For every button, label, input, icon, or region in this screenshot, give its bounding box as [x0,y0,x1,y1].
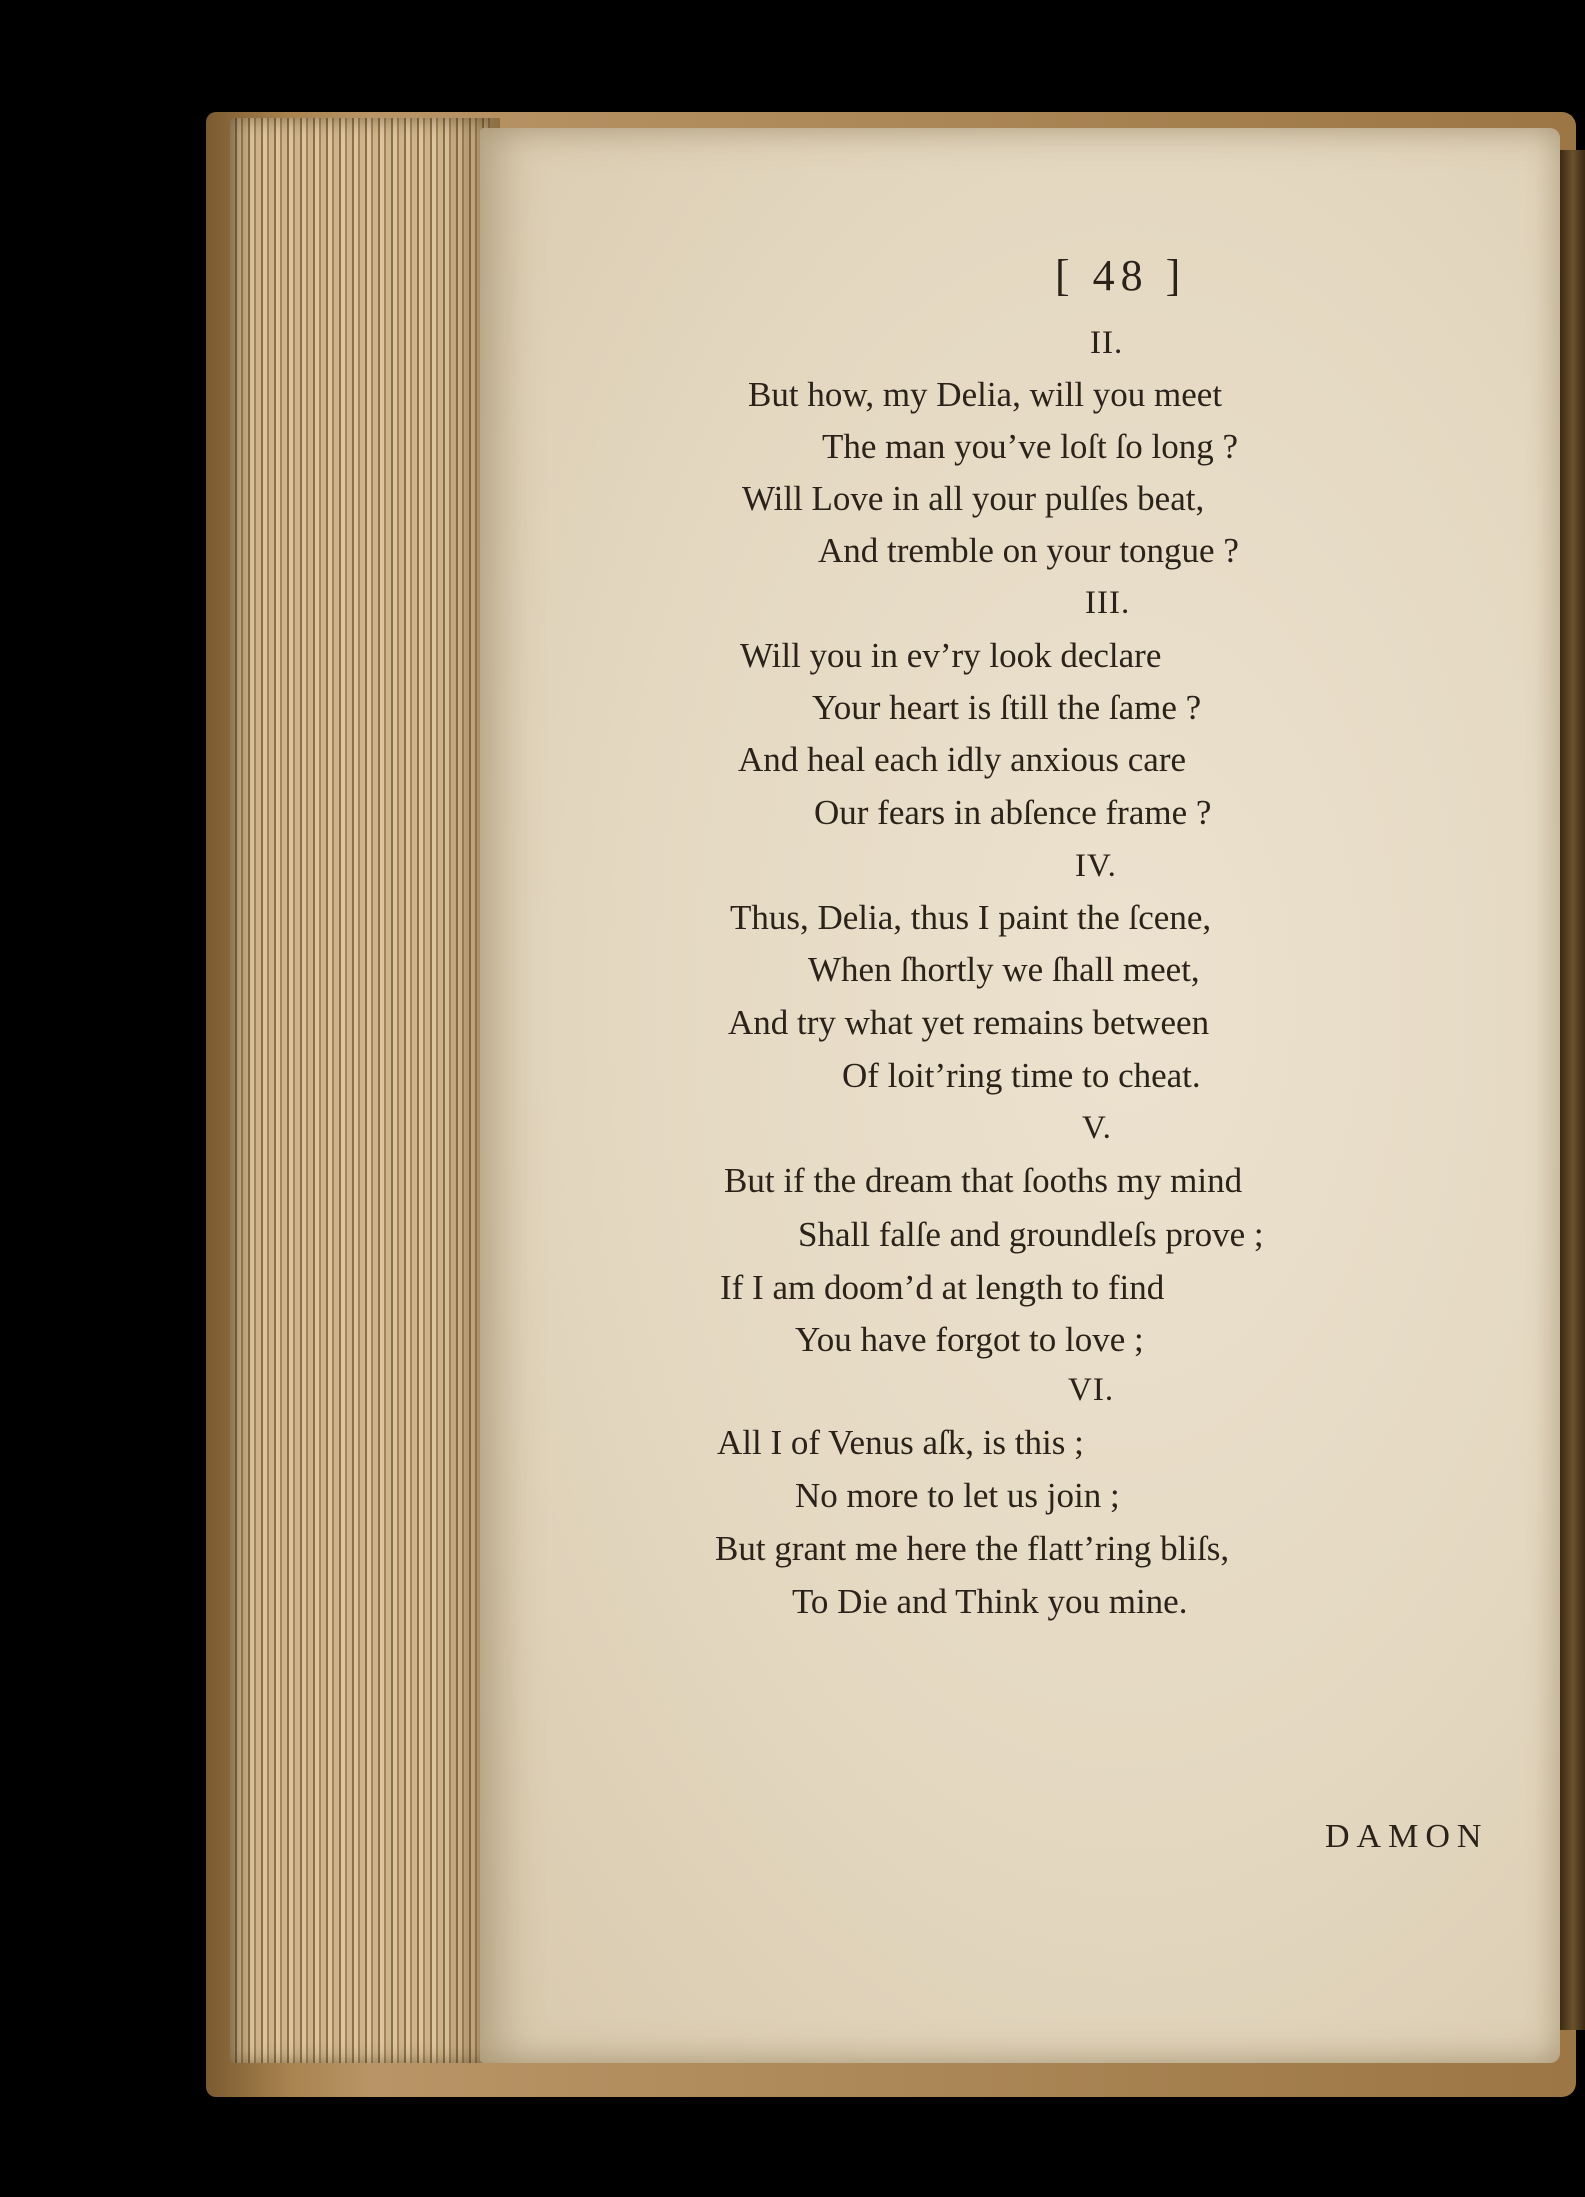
poem-line: You have forgot to love ; [795,1320,1144,1359]
poem-line: All I of Venus aſk, is this ; [717,1423,1084,1462]
poem-line: But grant me here the flatt’ring bliſs, [715,1529,1230,1568]
stanza-numeral: III. [1085,585,1131,621]
poem-line: Your heart is ſtill the ſame ? [812,688,1202,727]
page-header: [ 48 ] [1055,251,1187,300]
poem-line: But how, my Delia, will you meet [748,375,1223,414]
poem-line: And heal each idly anxious care [738,740,1187,779]
poem-line: The man you’ve loſt ſo long ? [822,427,1239,466]
poem-line: To Die and Think you mine. [792,1582,1188,1621]
poem-line: When ſhortly we ſhall meet, [808,950,1200,989]
poem-line: Will you in ev’ry look declare [740,636,1162,675]
poem-line: Our fears in abſence frame ? [814,793,1212,832]
stanza-numeral: VI. [1068,1372,1115,1408]
stanza-numeral: IV. [1075,848,1117,884]
stanza-numeral: II. [1090,325,1124,361]
stanza-numeral: V. [1082,1110,1112,1146]
poem-line: If I am doom’d at length to find [720,1268,1165,1307]
poem-line: Of loit’ring time to cheat. [842,1056,1201,1095]
poem-line: But if the dream that ſooths my mind [724,1161,1243,1200]
poem-line: Shall falſe and groundleſs prove ; [798,1215,1264,1254]
poem-line: Thus, Delia, thus I paint the ſcene, [730,898,1212,937]
poem-line: And tremble on your tongue ? [818,531,1239,570]
catchword: DAMON [1325,1818,1489,1855]
poem-line: Will Love in all your pulſes beat, [742,479,1205,518]
poem-line: No more to let us join ; [795,1476,1120,1515]
poem-line: And try what yet remains between [728,1003,1210,1042]
